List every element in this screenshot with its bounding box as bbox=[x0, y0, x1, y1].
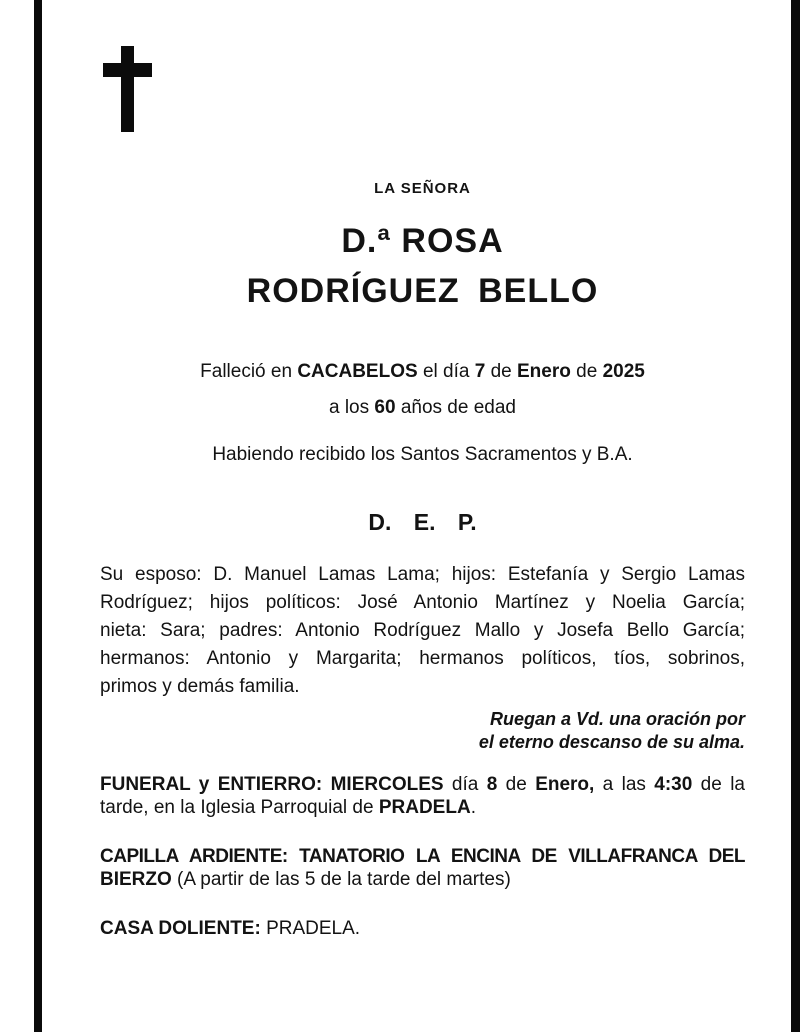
obituary-content bbox=[100, 0, 745, 1032]
capilla-ardiente-details: CAPILLA ARDIENTE: TANATORIO LA ENCINA DE VILLAFRANCA DEL BIERZO (A partir de las 5 de la tarde del martes) bbox=[100, 846, 745, 890]
prayer-request: Ruegan a Vd. una oración por el eterno descanso de su alma. bbox=[478, 709, 745, 752]
death-announcement-line: Falleció en CACABELOS el día 7 de Enero de 2025 bbox=[200, 361, 645, 382]
casa-doliente-details: CASA DOLIENTE: PRADELA. bbox=[100, 918, 361, 939]
deceased-name-line2: RODRÍGUEZ BELLO bbox=[246, 272, 599, 310]
deceased-name-line1: D.ª ROSA bbox=[341, 222, 504, 260]
right-mourning-border bbox=[791, 0, 800, 1032]
funeral-details: FUNERAL y ENTIERRO: MIERCOLES día 8 de Enero, a las 4:30 de la tarde, en la Iglesia Parroquial de PRADELA. bbox=[100, 774, 745, 818]
sacraments-line: Habiendo recibido los Santos Sacramentos y B.A. bbox=[212, 444, 633, 465]
deceased-name bbox=[100, 216, 745, 316]
honorific-title: LA SEÑORA bbox=[374, 180, 471, 197]
dep-abbreviation: D. E. P. bbox=[368, 509, 477, 535]
family-paragraph: Su esposo: D. Manuel Lamas Lama; hijos: Estefanía y Sergio Lamas Rodríguez; hijos políticos: José Antonio Martínez y Noelia García; nieta: Sara; padres: Antonio Rodríguez Mallo y Josefa Bello García; hermanos: Antonio y Margarita; hermanos políticos, tíos, sobrinos, primos y demás familia. bbox=[100, 564, 745, 697]
left-mourning-border bbox=[34, 0, 42, 1032]
age-line: a los 60 años de edad bbox=[328, 397, 516, 418]
